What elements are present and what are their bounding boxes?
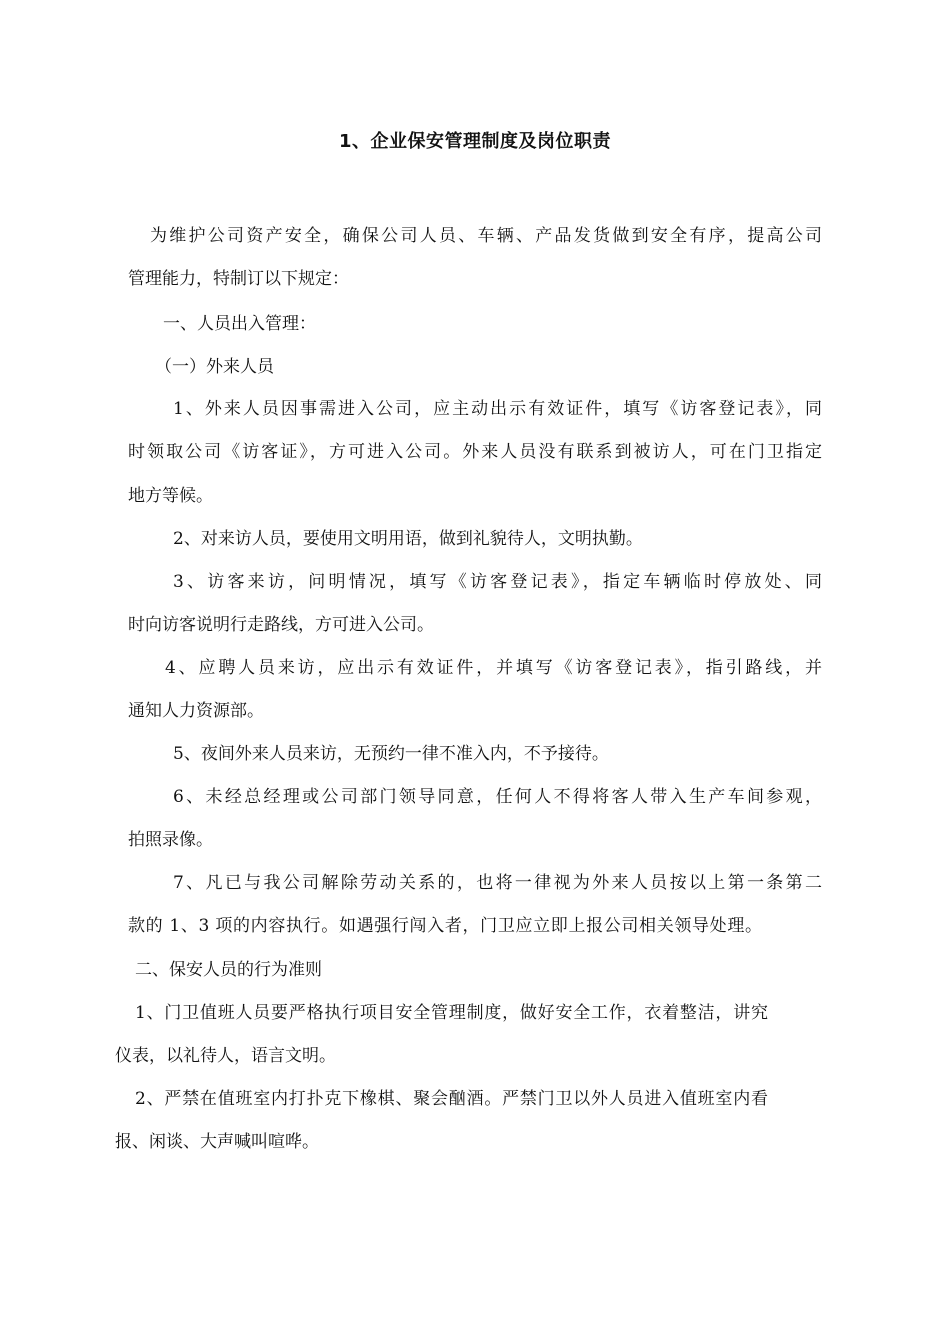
rule-1-line-2: 时领取公司《访客证》，方可进入公司。外来人员没有联系到被访人，可在门卫指定 — [128, 442, 822, 462]
rule-6-line-2: 拍照录像。 — [128, 830, 213, 850]
conduct-rule-1-line-1: 1、门卫值班人员要严格执行项目安全管理制度，做好安全工作，衣着整洁，讲究 — [135, 1003, 768, 1023]
paragraph-intro-line-2: 管理能力，特制订以下规定： — [128, 269, 349, 289]
rule-3-line-1: 3、访客来访，问明情况，填写《访客登记表》，指定车辆临时停放处、同 — [173, 572, 822, 592]
section-heading-personnel-access: 一、人员出入管理： — [163, 314, 316, 334]
paragraph-intro-line-1: 为维护公司资产安全，确保公司人员、车辆、产品发货做到安全有序，提高公司 — [150, 226, 822, 246]
rule-1-line-3: 地方等候。 — [128, 486, 213, 506]
rule-2: 2、对来访人员，要使用文明用语，做到礼貌待人，文明执勤。 — [173, 529, 643, 549]
rule-7-line-2: 款的 1、3 项的内容执行。如遇强行闯入者，门卫应立即上报公司相关领导处理。 — [128, 916, 762, 936]
section-heading-guard-conduct: 二、保安人员的行为准则 — [135, 960, 322, 980]
conduct-rule-2-line-1: 2、严禁在值班室内打扑克下橡棋、聚会酗酒。严禁门卫以外人员进入值班室内看 — [135, 1089, 768, 1109]
conduct-rule-2-line-2: 报、闲谈、大声喊叫喧哗。 — [115, 1132, 319, 1152]
rule-1-line-1: 1、外来人员因事需进入公司，应主动出示有效证件，填写《访客登记表》，同 — [173, 399, 822, 419]
rule-7-line-1: 7、凡已与我公司解除劳动关系的，也将一律视为外来人员按以上第一条第二 — [173, 873, 822, 893]
rule-6-line-1: 6、未经总经理或公司部门领导同意，任何人不得将客人带入生产车间参观， — [173, 787, 822, 807]
conduct-rule-1-line-2: 仪表，以礼待人，语言文明。 — [115, 1046, 336, 1066]
rule-5: 5、夜间外来人员来访，无预约一律不准入内，不予接待。 — [173, 744, 609, 764]
rule-4-line-1: 4、应聘人员来访，应出示有效证件，并填写《访客登记表》，指引路线，并 — [165, 658, 822, 678]
rule-3-line-2: 时向访客说明行走路线，方可进入公司。 — [128, 615, 434, 635]
subsection-heading-visitors: （一）外来人员 — [155, 357, 274, 377]
rule-4-line-2: 通知人力资源部。 — [128, 701, 264, 721]
document-title: 1、企业保安管理制度及岗位职责 — [338, 131, 612, 152]
